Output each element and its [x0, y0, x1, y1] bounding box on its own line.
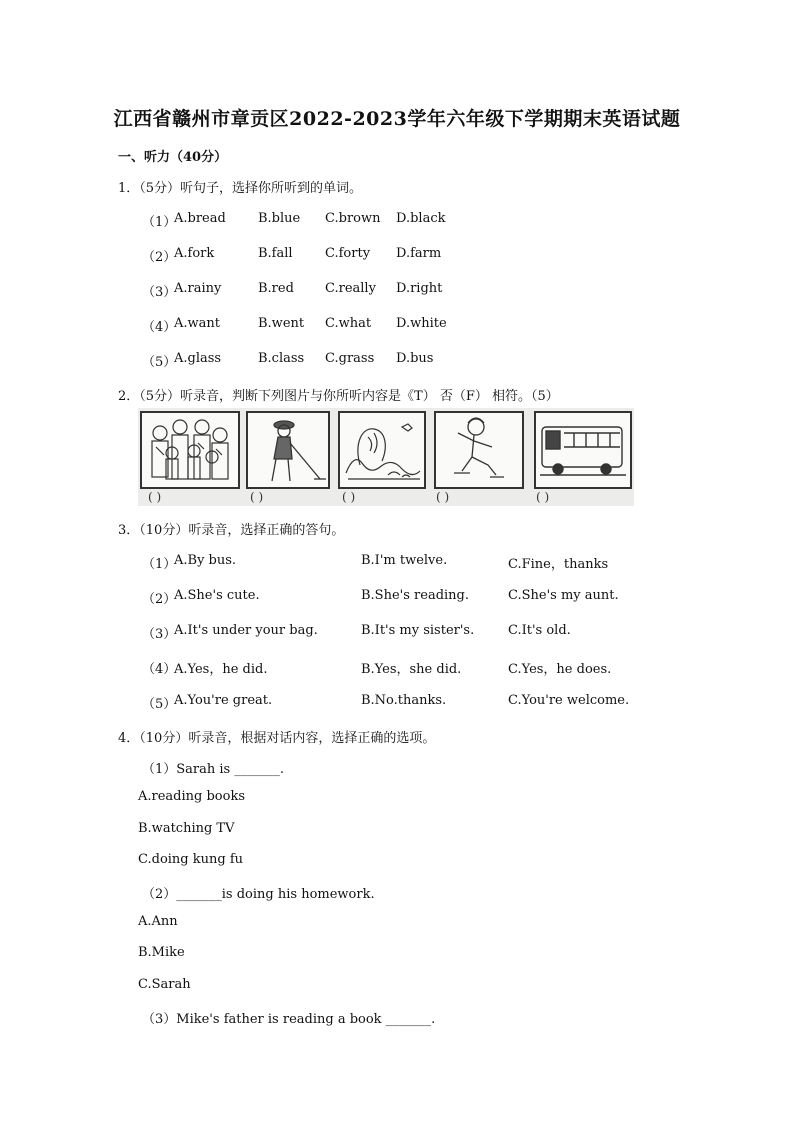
item-number: （1） — [142, 557, 177, 572]
q2-picture-strip — [138, 408, 634, 506]
option: C.You're welcome. — [508, 693, 630, 708]
answer-paren[interactable]: ( ) — [250, 490, 264, 504]
q4-stem: 4．（10分）听录音，根据对话内容，选择正确的选项。 — [118, 731, 436, 746]
q2-stem: 2．（5分）听录音，判断下列图片与你所听内容是《T） 否（F） 相符。（5） — [118, 389, 559, 404]
option: C.She's my aunt. — [508, 588, 619, 603]
option: C.brown — [325, 211, 381, 226]
option: C.forty — [325, 246, 371, 261]
q4-sub1: （1）Sarah is _______. — [142, 762, 284, 777]
option: B.watching TV — [138, 821, 235, 836]
option: B.It's my sister's. — [361, 623, 475, 638]
option: A.want — [174, 316, 220, 331]
option: A.Ann — [138, 914, 178, 929]
q3-stem: 3．（10分）听录音，选择正确的答句。 — [118, 523, 345, 538]
answer-paren[interactable]: ( ) — [536, 490, 550, 504]
option: A.By bus. — [174, 553, 237, 568]
option: D.farm — [396, 246, 442, 261]
option: A.It's under your bag. — [174, 623, 318, 638]
option: C.grass — [325, 351, 375, 366]
option: B.She's reading. — [361, 588, 469, 603]
skating-picture — [434, 411, 524, 489]
option: D.black — [396, 211, 446, 226]
option: B.I'm twelve. — [361, 553, 448, 568]
option: B.Yes，she did. — [361, 662, 462, 677]
section-heading-listening: 一、听力（40分） — [118, 150, 228, 165]
option: A.You're great. — [174, 693, 273, 708]
bus-picture — [534, 411, 632, 489]
option: B.red — [258, 281, 294, 296]
option: C.doing kung fu — [138, 852, 244, 867]
answer-paren[interactable]: ( ) — [436, 490, 450, 504]
item-number: （5） — [142, 697, 177, 712]
item-number: （1） — [142, 215, 177, 230]
option: D.white — [396, 316, 447, 331]
q1-stem: 1．（5分）听句子，选择你所听到的单词。 — [118, 181, 363, 196]
option: B.blue — [258, 211, 301, 226]
answer-paren[interactable]: ( ) — [148, 490, 162, 504]
option: A.Yes，he did. — [174, 662, 268, 677]
q4-sub2: （2）_______is doing his homework. — [142, 887, 375, 902]
item-number: （4） — [142, 320, 177, 335]
landscape-picture — [338, 411, 426, 489]
answer-paren[interactable]: ( ) — [342, 490, 356, 504]
option: B.fall — [258, 246, 293, 261]
option: D.bus — [396, 351, 434, 366]
option: A.She's cute. — [174, 588, 260, 603]
item-number: （4） — [142, 662, 177, 677]
option: C.Yes，he does. — [508, 662, 612, 677]
option: A.bread — [174, 211, 226, 226]
item-number: （2） — [142, 592, 177, 607]
option: B.No.thanks. — [361, 693, 447, 708]
item-number: （5） — [142, 355, 177, 370]
option: A.reading books — [138, 789, 246, 804]
option: C.really — [325, 281, 376, 296]
sweeping-picture — [246, 411, 330, 489]
option: C.Fine，thanks — [508, 557, 609, 572]
option: D.right — [396, 281, 443, 296]
option: A.glass — [174, 351, 222, 366]
option: C.Sarah — [138, 977, 191, 992]
option: B.went — [258, 316, 305, 331]
family-picture — [140, 411, 240, 489]
item-number: （3） — [142, 285, 177, 300]
option: B.Mike — [138, 945, 185, 960]
page-title: 江西省赣州市章贡区2022-2023学年六年级下学期期末英语试题 — [113, 108, 681, 130]
q4-sub3: （3）Mike's father is reading a book _______. — [142, 1012, 436, 1027]
option: C.what — [325, 316, 372, 331]
option: A.fork — [174, 246, 215, 261]
option: A.rainy — [174, 281, 222, 296]
item-number: （3） — [142, 627, 177, 642]
item-number: （2） — [142, 250, 177, 265]
option: B.class — [258, 351, 305, 366]
option: C.It's old. — [508, 623, 571, 638]
